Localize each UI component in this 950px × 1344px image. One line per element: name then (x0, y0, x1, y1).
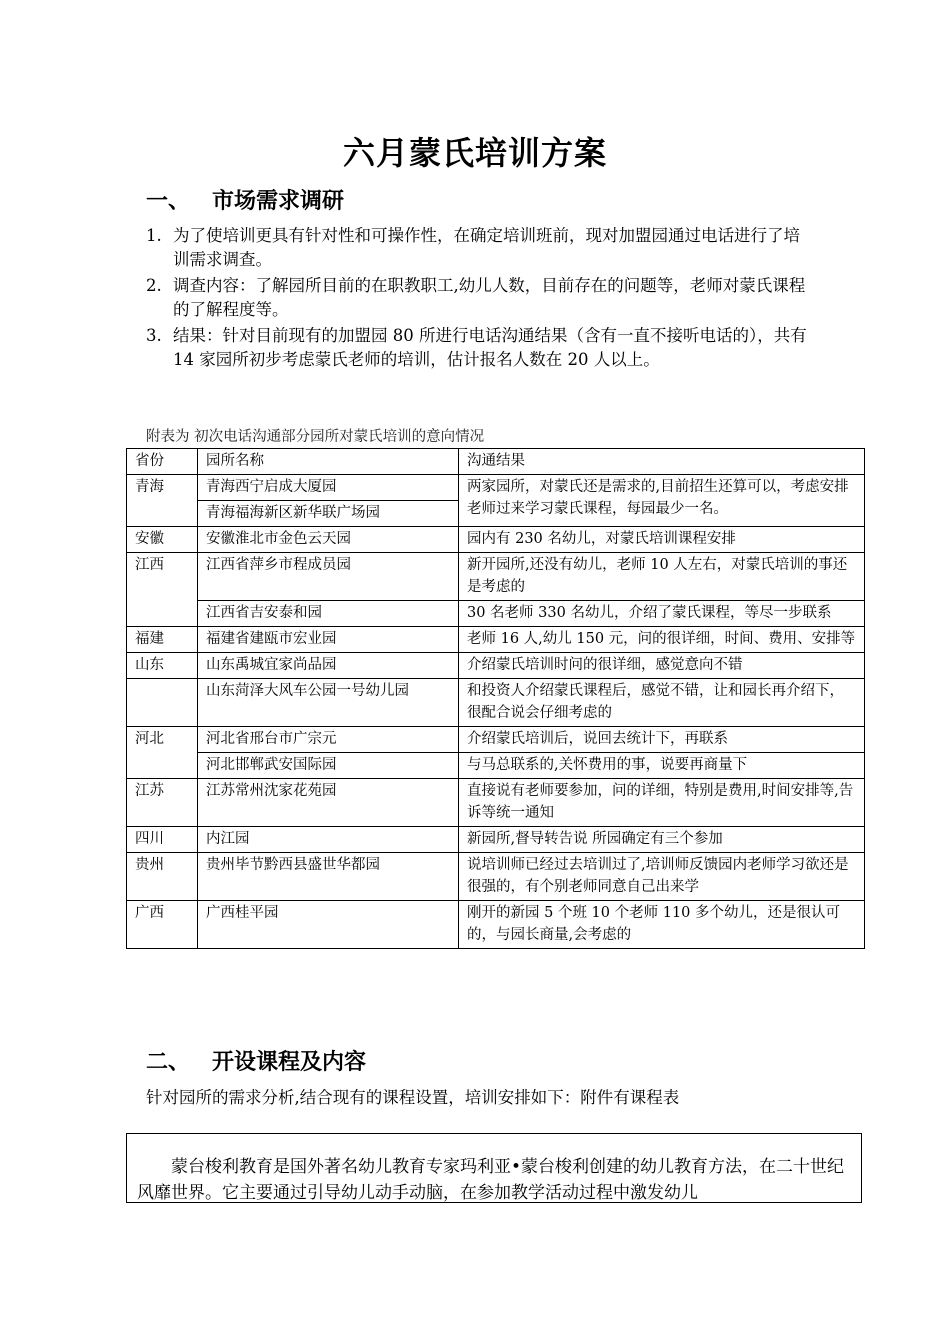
table-row (127, 779, 865, 827)
section-heading-courses (146, 1045, 366, 1076)
table-row (127, 853, 865, 901)
column-header-school: 园所名称 (198, 449, 459, 475)
result-cell: 说培训师已经过去培训过了,培训师反馈园内老师学习欲还是很强的，有个别老师同意自己出来学 (459, 853, 865, 901)
table-row (127, 753, 865, 779)
result-cell: 介绍蒙氏培训时问的很详细，感觉意向不错 (459, 653, 865, 679)
table-row (127, 553, 865, 601)
province-cell: 江苏 (127, 779, 198, 827)
result-cell: 两家园所，对蒙氏还是需求的,目前招生还算可以，考虑安排老师过来学习蒙氏课程，每园最少一名。 (459, 475, 865, 527)
province-cell: 四川 (127, 827, 198, 853)
school-cell: 青海西宁启成大厦园 (198, 475, 459, 501)
table-row (127, 653, 865, 679)
table-row (127, 527, 865, 553)
montessori-intro-box (126, 1133, 862, 1203)
school-cell: 河北邯郸武安国际园 (198, 753, 459, 779)
result-cell: 园内有 230 名幼儿，对蒙氏培训课程安排 (459, 527, 865, 553)
table-row (127, 727, 865, 753)
school-cell: 江西省吉安泰和园 (198, 601, 459, 627)
list-item-number: 2. (146, 276, 162, 295)
list-item (146, 274, 816, 322)
list-item-text: 结果：针对目前现有的加盟园 80 所进行电话沟通结果（含有一直不接听电话的），共有 14 家园所初步考虑蒙氏老师的培训，估计报名人数在 20 人以上。 (173, 326, 807, 369)
school-cell: 山东菏泽大风车公园一号幼儿园 (198, 679, 459, 727)
province-cell: 山东 (127, 653, 198, 679)
school-cell: 河北省邢台市广宗元 (198, 727, 459, 753)
school-cell: 福建省建瓯市宏业园 (198, 627, 459, 653)
courses-intro: 针对园所的需求分析,结合现有的课程设置，培训安排如下：附件有课程表 (146, 1088, 680, 1107)
result-cell: 30 名老师 330 名幼儿，介绍了蒙氏课程，等尽一步联系 (459, 601, 865, 627)
result-cell: 新开园所,还没有幼儿，老师 10 人左右，对蒙氏培训的事还是考虑的 (459, 553, 865, 601)
result-cell: 新园所,督导转告说 所园确定有三个参加 (459, 827, 865, 853)
table-row (127, 679, 865, 727)
school-cell: 贵州毕节黔西县盛世华都园 (198, 853, 459, 901)
list-item (146, 224, 816, 272)
table-row (127, 901, 865, 949)
school-cell: 内江园 (198, 827, 459, 853)
page-title: 六月蒙氏培训方案 (342, 134, 607, 172)
province-cell: 贵州 (127, 853, 198, 901)
school-cell: 青海福海新区新华联广场园 (198, 501, 459, 527)
province-cell: 青海 (127, 475, 198, 527)
province-cell: 河北 (127, 727, 198, 779)
list-item-number: 3. (146, 326, 162, 345)
section-number: 二、 (146, 1050, 191, 1075)
table-row (127, 475, 865, 501)
table-row (127, 827, 865, 853)
province-cell: 江西 (127, 553, 198, 627)
section-heading-text: 市场需求调研 (212, 189, 345, 214)
montessori-intro-text: 蒙台梭利教育是国外著名幼儿教育专家玛利亚•蒙台梭利创建的幼儿教育方法，在二十世纪风靡世界。它主要通过引导幼儿动手动脑，在参加教学活动过程中激发幼儿 (137, 1157, 845, 1203)
result-cell: 直接说有老师要参加，问的详细，特别是费用,时间安排等,告诉等统一通知 (459, 779, 865, 827)
result-cell: 刚开的新园 5 个班 10 个老师 110 多个幼儿，还是很认可的，与园长商量,会考虑的 (459, 901, 865, 949)
province-cell: 广西 (127, 901, 198, 949)
list-item-number: 1. (146, 226, 162, 245)
result-cell: 介绍蒙氏培训后，说回去统计下，再联系 (459, 727, 865, 753)
province-cell: 福建 (127, 627, 198, 653)
list-item-text: 调查内容：了解园所目前的在职教职工,幼儿人数，目前存在的问题等，老师对蒙氏课程的了解程度等。 (173, 276, 806, 319)
section-heading-market-research (146, 184, 344, 215)
list-item (146, 324, 816, 372)
table-row (127, 601, 865, 627)
column-header-province: 省份 (127, 449, 198, 475)
result-cell: 与马总联系的,关怀费用的事，说要再商量下 (459, 753, 865, 779)
table-caption: 附表为 初次电话沟通部分园所对蒙氏培训的意向情况 (146, 429, 485, 445)
list-item-text: 为了使培训更具有针对性和可操作性，在确定培训班前，现对加盟园通过电话进行了培训需求调查。 (173, 226, 800, 269)
school-cell: 广西桂平园 (198, 901, 459, 949)
school-cell: 江西省萍乡市程成员园 (198, 553, 459, 601)
research-list (146, 224, 816, 374)
section-heading-text: 开设课程及内容 (212, 1050, 367, 1075)
school-cell: 安徽淮北市金色云天园 (198, 527, 459, 553)
table-row (127, 627, 865, 653)
school-cell: 山东禹城宜家尚品园 (198, 653, 459, 679)
column-header-result: 沟通结果 (459, 449, 865, 475)
school-cell: 江苏常州沈家花苑园 (198, 779, 459, 827)
province-cell: 安徽 (127, 527, 198, 553)
province-cell (127, 679, 198, 727)
table-header-row (127, 449, 865, 475)
result-cell: 和投资人介绍蒙氏课程后，感觉不错，让和园长再介绍下，很配合说会仔细考虑的 (459, 679, 865, 727)
survey-table (126, 448, 865, 949)
section-number: 一、 (146, 189, 191, 214)
result-cell: 老师 16 人,幼儿 150 元，问的很详细，时间、费用、安排等 (459, 627, 865, 653)
